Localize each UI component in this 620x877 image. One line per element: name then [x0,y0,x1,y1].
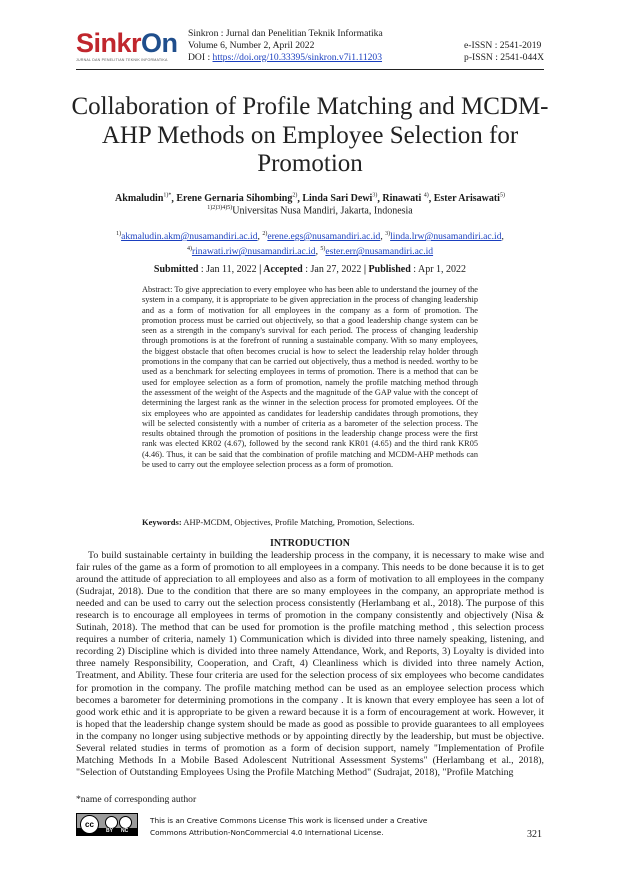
email-link[interactable]: akmaludin.akm@nusamandiri.ac.id [121,231,258,243]
email-link[interactable]: erene.egs@nusamandiri.ac.id [267,231,381,243]
keywords: Keywords: AHP-MCDM, Objectives, Profile Matching, Promotion, Selections. [142,517,415,527]
pissn: p-ISSN : 2541-044X [464,52,544,63]
email-link[interactable]: ester.err@nusamandiri.ac.id [325,246,434,258]
submission-dates: Submitted : Jan 11, 2022 | Accepted : Jan 27, 2022 | Published : Apr 1, 2022 [153,264,467,275]
logo-tagline: JURNAL DAN PENELITIAN TEKNIK INFORMATIKA [76,58,168,62]
abstract: Abstract: To give appreciation to every employee who has been able to understand the journey of the system in a company, it is appropriate to be given appreciation in the process of changing leadership and as a form of motivation for all employees in the company as a form of promotion. The promotion process must be carried out objectively, so that a good leadership change system can be seen as a strength in the company's survival for each period. The process of changing leadership through promotions is at the forefront of running a sustainable company. With so many employees, the biggest obstacle that often becomes crucial is how to select the leadership relay holder through promotions in the company that can be carried out objectively, thus a method is needed. worthy to be used as a benchmark for selecting employees in terms of promotion. There is a method that can be used for employee selection as a form of promotion, namely the profile matching method through the assessment of the weight of the Aspects and the magnitude of the GAP value with the concept of determining the largest rank as the winner in the selection process for promoted employees. Of the six employees who are appointed as candidates for leadership candidates through promotions, they will be selected consistently with a number of criteria as a barometer of the selection process. The results obtained through the promotion of positions in the leadership change process were the first rank was elected KR02 (4.67), followed by the second rank KR01 (4.65) and the third rank KR05 (4.46). Thus, it can be said that the combination of profile matching and MCDM-AHP methods can be used to carry out the employee selection process as a form of promotion. [142,285,478,470]
journal-name: Sinkron : Jurnal dan Penelitian Teknik Informatika [188,28,383,39]
page-number: 321 [527,829,542,840]
doi-link[interactable]: https://doi.org/10.33395/sinkron.v7i1.11203 [212,52,383,63]
email-link[interactable]: rinawati.riw@nusamandiri.ac.id [191,246,316,258]
author: Ester Arisawati$^{5)}$ [433,193,505,205]
author: Rinawati $^{4)}$ [382,193,429,205]
eissn: e-ISSN : 2541-2019 [464,40,542,51]
affiliation: $^{1)2)3)4)5)}$Universitas Nusa Mandiri, Jakarta, Indonesia [207,205,413,217]
journal-info [188,28,383,64]
author: Akmaludin$^{1)*}$ [115,193,172,205]
intro-paragraph: To build sustainable certainty in building the leadership process in the company, it is necessary to make wise and fair rules of the game as a form of promotion to all employees in a company. This needs to be done because it is to get around the attitude of appreciation to all employees and also as a form of motivation to all employees in the company (Sudrajat, 2018). Due to the condition that there are so many employees in the company, an appropriate method is needed and can be used to carry out the selection process consistently (Herlambang et al., 2018). The purpose of this research is to encourage all employees in terms of promotion in the company consistently and objectively (Nisa & Sutinah, 2018). The method that can be used for promotion is the profile matching method , this selection process requires a number of criteria, namely 1) Communication which is divided into three namely speaking, listening, and recording 2) Discipline which is divided into three namely Attendance, Work, and Reports, 3) Loyalty is divided into three namely Responsibility, Cooperation, and Craft, 4) Cleanliness which is divided into three namely Action, Treatment, and Ability. These four criteria are used for the selection process of six employees who become candidates for promotion in the company. The profile matching method can be used as an employee selection process which becomes a barometer for determining promotions in the company . It is known that every employee has seen a lot of good work ethic and it is appropriate to be given a reward because it is a form of encouragement at work. However, it is hoped that the leadership change system should be made as good as possible to provide guarantees to all employees in the company no longer using subjective methods or by appointing directly by the leadership, but must be objective. Several related studies in terms of promotion as a form of decision support, namely "Implementation of Profile Matching Methods In a Mobile Based Adolescent Nutritional Assessment Systems" (Herlambang et al., 2018), "Selection of Outstanding Employees Using the Profile Matching Method" (Sudrajat, 2018), "Profile Matching [76,550,544,778]
journal-volume: Volume 6, Number 2, April 2022 [188,40,315,51]
footnote: *name of corresponding author [76,794,197,805]
author-list: Akmaludin$^{1)*}$, Erene Gernaria Sihombing$^{2)}$, Linda Sari Dewi$^{3)}$, Rinawati $^{4)}$, Ester Arisawati$^{5)}$ [115,193,505,205]
header-rule [76,69,544,70]
cc-icon: cc [80,815,99,834]
email-link[interactable]: linda.lrw@nusamandiri.ac.id [390,231,502,243]
section-heading: INTRODUCTION [269,538,350,549]
author: Erene Gernaria Sihombing$^{2)}$ [176,193,298,205]
journal-doi: DOI : https://doi.org/10.33395/sinkron.v7i1.11203 [188,52,383,63]
author: Linda Sari Dewi$^{3)}$ [302,193,378,205]
cc-license-badge[interactable]: cc BY NC [76,813,138,836]
email-list: $^{1)}$akmaludin.akm@nusamandiri.ac.id, $^{2)}$erene.egs@nusamandiri.ac.id, $^{3)}$linda.lrw@nusamandiri.ac.id, $^{4)}$rinawati.riw@nusamandiri.ac.id, $^{5)}$ester.err@nusamandiri.ac.id [116,231,504,258]
logo-wordmark: SinkrOn [76,28,178,58]
license-text: This is an Creative Commons License This work is licensed under a Creative Commons Attribution-NonCommercial 4.0 International License. [150,816,428,837]
issn-block [464,40,544,64]
journal-logo [76,30,182,66]
paper-title: Collaboration of Profile Matching and MCDM-AHP Methods on Employee Selection for Promotion [71,93,549,177]
